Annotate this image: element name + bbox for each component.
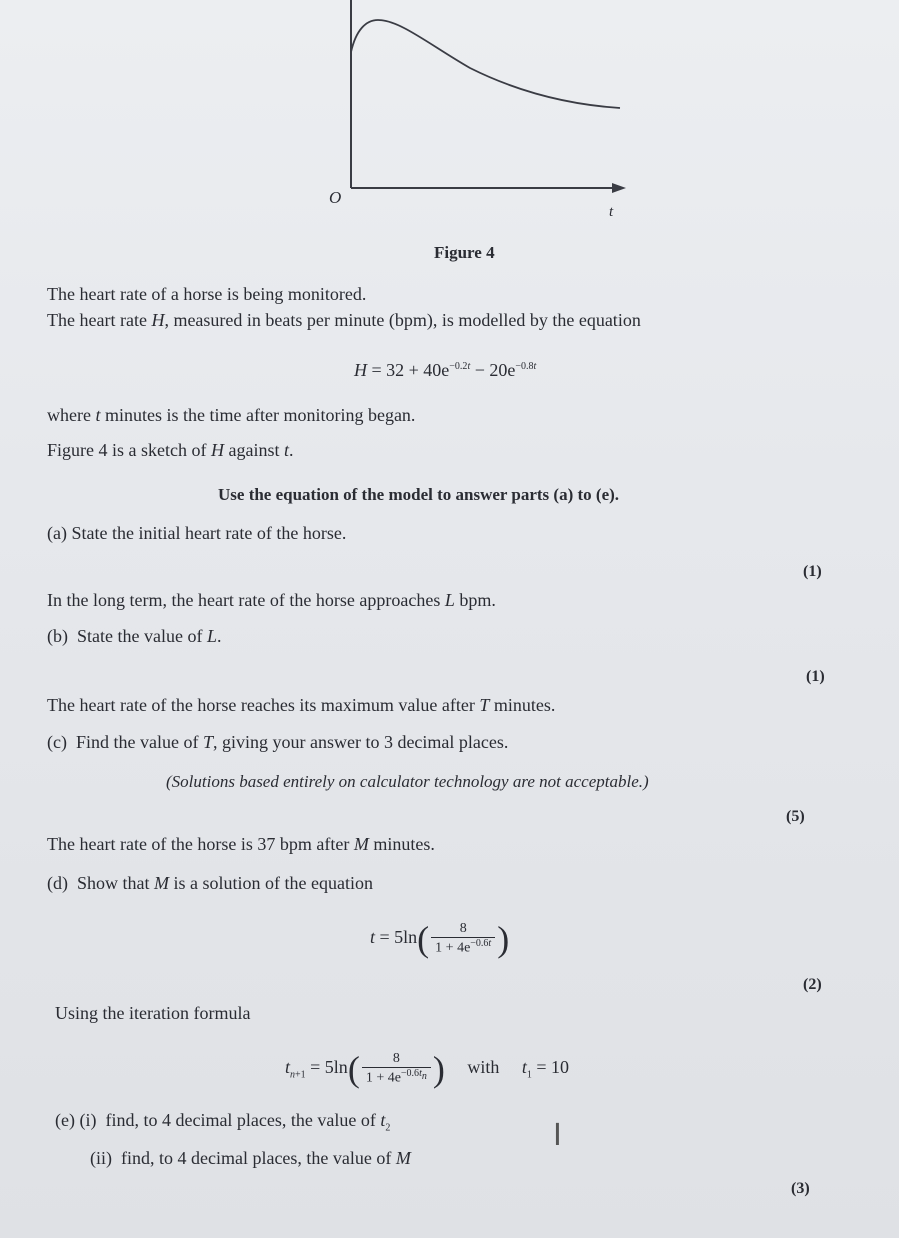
part-c-note: (Solutions based entirely on calculator technology are not acceptable.) <box>166 772 649 791</box>
figure-4-sketch <box>0 0 899 240</box>
intro-line-3: where t minutes is the time after monitoring began. <box>47 405 416 425</box>
part-e-i-question: (e) (i) find, to 4 decimal places, the value of $t_2$ <box>55 1110 391 1134</box>
part-b-intro: In the long term, the heart rate of the horse approaches L bpm. <box>47 590 496 610</box>
part-b-question: (b) State the value of L. <box>47 626 222 646</box>
part-e-marks: (3) <box>791 1180 810 1197</box>
part-c-intro: The heart rate of the horse reaches its maximum value after T minutes. <box>47 695 556 715</box>
model-equation: $H = 32 + 40e^{-0.2t} - 20e^{-0.8t}$ <box>354 360 537 380</box>
instruction: Use the equation of the model to answer parts (a) to (e). <box>218 485 620 504</box>
t-axis-label: t <box>609 204 614 220</box>
intro-line-4: Figure 4 is a sketch of H against t. <box>47 440 294 460</box>
intro-line-1: The heart rate of a horse is being monitored. <box>47 284 367 304</box>
part-a-question: (a) State the initial heart rate of the horse. <box>47 523 347 543</box>
intro-line-2: The heart rate H, measured in beats per minute (bpm), is modelled by the equation <box>47 310 641 330</box>
iteration-formula: $t_{n+1} = 5\ln$( $\frac{8}{1 + 4e^{-0.6t_n}}$ ) with $t_1 = 10$ <box>285 1049 570 1089</box>
figure-caption: Figure 4 <box>434 243 495 262</box>
part-c-question: (c) Find the value of T, giving your answer to 3 decimal places. <box>47 732 509 752</box>
origin-label: O <box>329 188 342 207</box>
part-c-marks: (5) <box>786 808 805 825</box>
part-e-intro: Using the iteration formula <box>55 1003 251 1023</box>
part-d-equation: t = 5ln( $\frac{8}{1 + 4e^{-0.6t}}$ ) <box>370 919 510 959</box>
part-e-ii-question: (ii) find, to 4 decimal places, the value of M <box>90 1148 411 1168</box>
part-b-marks: (1) <box>806 668 825 685</box>
part-d-question: (d) Show that M is a solution of the equation <box>47 873 373 893</box>
part-d-marks: (2) <box>803 976 822 993</box>
heart-rate-curve <box>351 20 620 108</box>
part-a-marks: (1) <box>803 563 822 580</box>
part-d-intro: The heart rate of the horse is 37 bpm after M minutes. <box>47 834 435 854</box>
text-cursor-icon: I <box>553 1118 562 1153</box>
t-axis-arrowhead <box>612 183 626 193</box>
